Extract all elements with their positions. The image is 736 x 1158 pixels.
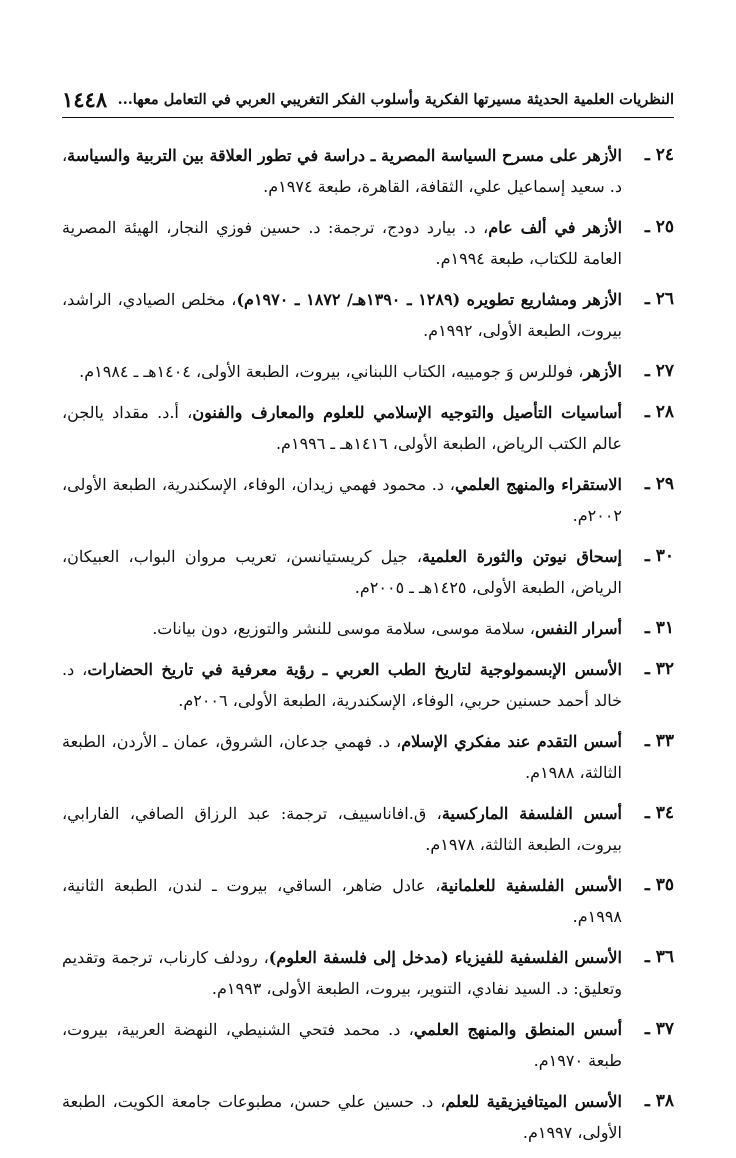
entry-details: ، عادل ضاهر، الساقي، بيروت ـ لندن، الطبعة الثانية، ١٩٩٨م.: [62, 876, 622, 926]
entry-number: ٢٥ ـ: [644, 217, 674, 237]
entry-title: أساسيات التأصيل والتوجيه الإسلامي للعلوم والمعارف والفنون: [192, 403, 623, 422]
entry-text: [62, 654, 622, 716]
bibliography-entry: [62, 356, 674, 387]
entry-details: ، رودلف كارناب، ترجمة وتقديم وتعليق: د. السيد نفادي، التنوير، بيروت، الطبعة الأولى، ١٩٩٣م.: [62, 948, 622, 998]
entry-number: ٢٦ ـ: [644, 289, 674, 309]
bibliography-entry: [62, 942, 674, 1004]
entry-number: ٣١ ـ: [644, 618, 674, 638]
entry-text: [62, 397, 622, 459]
running-title: النظريات العلمية الحديثة مسيرتها الفكرية وأسلوب الفكر التغريبي العربي في التعامل معها...: [117, 91, 674, 108]
entry-text: [62, 870, 622, 932]
entry-text: [62, 942, 622, 1004]
entry-title: أسس الفلسفة الماركسية: [441, 804, 622, 823]
entry-text: [62, 613, 622, 644]
entry-title: الأسس الفلسفية للعلمانية: [440, 876, 623, 895]
bibliography-entry: [62, 541, 674, 603]
entry-text: [62, 284, 622, 346]
bibliography-entry: [62, 798, 674, 860]
entry-number: ٣٣ ـ: [644, 731, 674, 751]
entry-title: أسس المنطق والمنهج العلمي: [413, 1020, 623, 1039]
entry-text: [62, 798, 622, 860]
entry-text: [62, 469, 622, 531]
bibliography-entry: [62, 397, 674, 459]
entry-title: الأسس الفلسفية للفيزياء (مدخل إلى فلسفة العلوم): [268, 948, 622, 967]
entry-title: الاستقراء والمنهج العلمي: [454, 475, 622, 494]
entry-number: ٣٢ ـ: [644, 659, 674, 679]
entry-details: ، مخلص الصيادي، الراشد، بيروت، الطبعة الأولى، ١٩٩٢م.: [62, 290, 622, 340]
entry-title: الأزهر في ألف عام: [488, 218, 623, 237]
entry-details: ، د. محمود فهمي زيدان، الوفاء، الإسكندرية، الطبعة الأولى، ٢٠٠٢م.: [62, 475, 622, 525]
entry-number: ٢٤ ـ: [644, 145, 674, 165]
entry-text: [62, 1014, 622, 1076]
entry-title: أسس التقدم عند مفكري الإسلام: [401, 732, 622, 751]
entry-text: [62, 726, 622, 788]
page-header: [62, 88, 674, 118]
entry-number: ٣٤ ـ: [644, 803, 674, 823]
entry-number: ٢٩ ـ: [644, 474, 674, 494]
entry-number: ٣٦ ـ: [644, 947, 674, 967]
bibliography-entry: [62, 140, 674, 202]
entry-details: ، د. سعيد إسماعيل علي، الثقافة، القاهرة، طبعة ١٩٧٤م.: [62, 146, 622, 196]
entry-details: ، أ.د. مقداد يالجن، عالم الكتب الرياض، الطبعة الأولى، ١٤١٦هـ ـ ١٩٩٦م.: [62, 403, 622, 453]
entry-text: [62, 1086, 622, 1148]
entry-number: ٢٨ ـ: [644, 402, 674, 422]
entry-details: ، سلامة موسى، سلامة موسى للنشر والتوزيع، دون بيانات.: [152, 619, 535, 638]
entry-title: الأزهر على مسرح السياسة المصرية ـ دراسة في تطور العلاقة بين التربية والسياسة: [67, 146, 622, 165]
bibliography-entry: [62, 212, 674, 274]
entry-text: [62, 541, 622, 603]
entry-text: [62, 140, 622, 202]
bibliography-entry: [62, 654, 674, 716]
entry-details: ، جيل كريستيانسن، تعريب مروان البواب، العبيكان، الرياض، الطبعة الأولى، ١٤٢٥هـ ـ ٢٠٠٥م.: [62, 547, 622, 597]
entry-number: ٣٨ ـ: [644, 1091, 674, 1111]
entry-text: [62, 356, 622, 387]
entry-title: إسحاق نيوتن والثورة العلمية: [421, 547, 622, 566]
entry-title: الأسس الإبسمولوجية لتاريخ الطب العربي ـ رؤية معرفية في تاريخ الحضارات: [87, 660, 622, 679]
entry-details: ، د. حسين علي حسن، مطبوعات جامعة الكويت، الطبعة الأولى، ١٩٩٧م.: [62, 1092, 622, 1142]
entry-details: ، د. خالد أحمد حسنين حربي، الوفاء، الإسكندرية، الطبعة الأولى، ٢٠٠٦م.: [62, 660, 622, 710]
bibliography-entry: [62, 870, 674, 932]
entry-text: [62, 212, 622, 274]
bibliography-list: [62, 140, 674, 1158]
entry-number: ٣٠ ـ: [644, 546, 674, 566]
entry-title: أسرار النفس: [534, 619, 622, 638]
entry-details: ، ق.افاناسييف، ترجمة: عبد الرزاق الصافي، الفارابي، بيروت، الطبعة الثالثة، ١٩٧٨م.: [62, 804, 622, 854]
entry-details: ، فوللرس وَ جومييه، الكتاب اللبناني، بيروت، الطبعة الأولى، ١٤٠٤هـ ـ ١٩٨٤م.: [79, 362, 584, 381]
entry-details: ، د. محمد فتحي الشنيطي، النهضة العربية، بيروت، طبعة ١٩٧٠م.: [62, 1020, 622, 1070]
entry-title: الأزهر ومشاريع تطويره (١٢٨٩ ـ ١٣٩٠هـ/ ١٨٧٢ ـ ١٩٧٠م): [236, 290, 623, 309]
entry-title: الأسس الميتافيزيقية للعلم: [445, 1092, 622, 1111]
page-number: ١٤٤٨: [62, 87, 108, 112]
bibliography-entry: [62, 284, 674, 346]
bibliography-entry: [62, 613, 674, 644]
entry-details: ، د. بيارد دودج، ترجمة: د. حسين فوزي النجار، الهيئة المصرية العامة للكتاب، طبعة ١٩٩٤م.: [62, 218, 622, 268]
entry-number: ٣٥ ـ: [644, 875, 674, 895]
entry-number: ٣٧ ـ: [644, 1019, 674, 1039]
entry-title: الأزهر: [583, 362, 622, 381]
bibliography-entry: [62, 469, 674, 531]
bibliography-entry: [62, 1086, 674, 1148]
bibliography-entry: [62, 726, 674, 788]
bibliography-entry: [62, 1014, 674, 1076]
entry-number: ٢٧ ـ: [644, 361, 674, 381]
entry-details: ، د. فهمي جدعان، الشروق، عمان ـ الأردن، الطبعة الثالثة، ١٩٨٨م.: [62, 732, 622, 782]
